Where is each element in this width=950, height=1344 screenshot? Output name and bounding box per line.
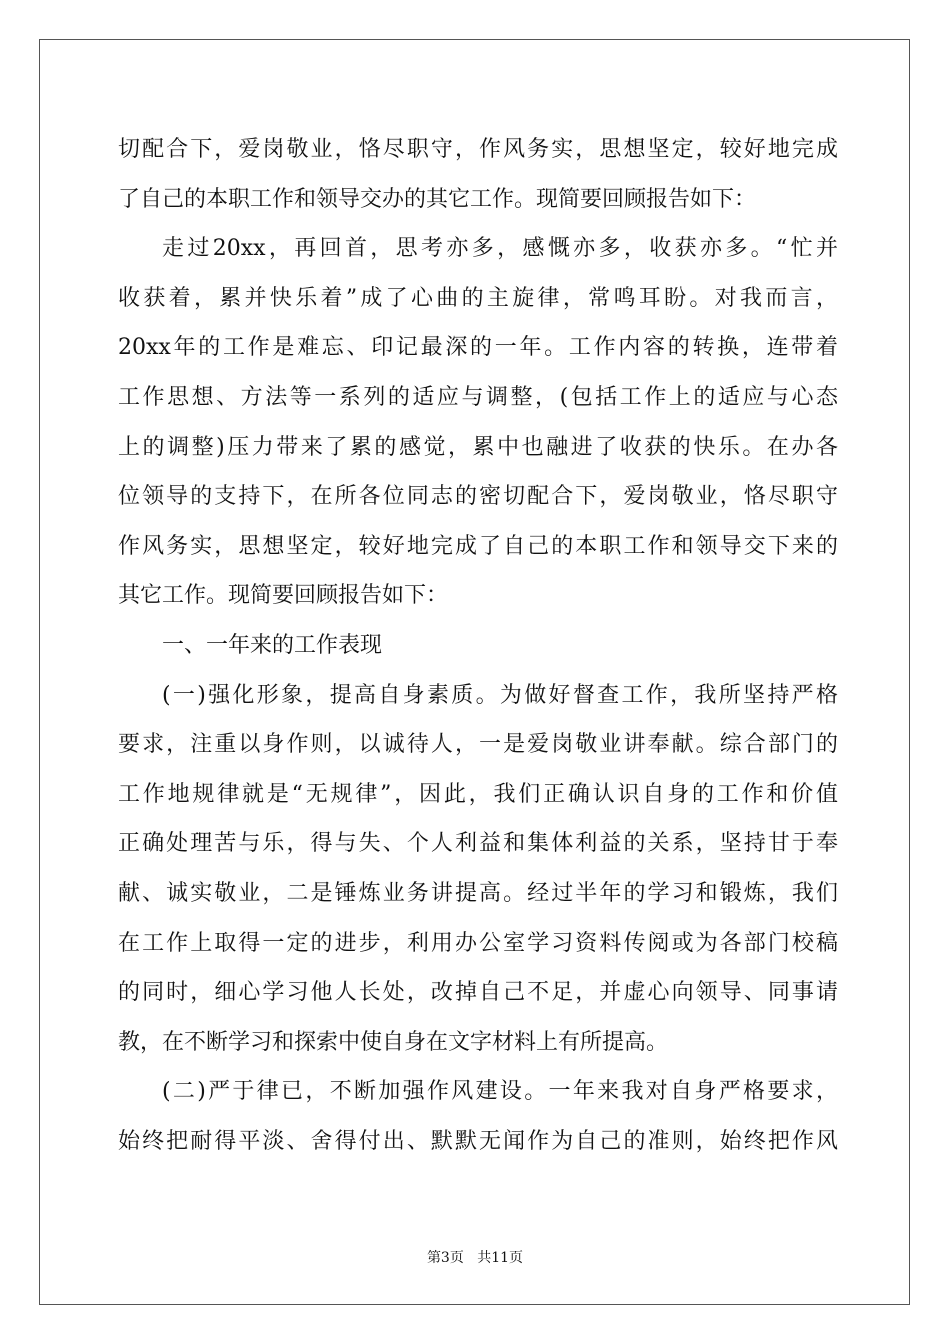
text-line: 正确处理苦与乐，得与失、个人利益和集体利益的关系，坚持甘于奉 — [118, 831, 838, 857]
text-line: (二)严于律已，不断加强作风建设。一年来我对自身严格要求， — [162, 1079, 838, 1105]
text-line: 一、一年来的工作表现 — [162, 632, 383, 658]
text-line: 要求，注重以身作则，以诚待人，一是爱岗敬业讲奉献。综合部门的 — [118, 732, 838, 758]
text-line: 切配合下，爱岗敬业，恪尽职守，作风务实，思想坚定，较好地完成 — [118, 137, 838, 162]
text-line: 的同时，细心学习他人长处，改掉自己不足，并虚心向领导、同事请 — [118, 980, 838, 1006]
page-total: 共11页 — [477, 1250, 524, 1266]
text-line: 位领导的支持下，在所各位同志的密切配合下，爱岗敬业，恪尽职守 — [118, 484, 838, 510]
text-line: 始终把耐得平淡、舍得付出、默默无闻作为自己的准则，始终把作风 — [118, 1128, 838, 1154]
text-line: 工作思想、方法等一系列的适应与调整，(包括工作上的适应与心态 — [118, 384, 838, 410]
text-line: 教，在不断学习和探索中使自身在文字材料上有所提高。 — [118, 1029, 669, 1055]
text-line: 在工作上取得一定的进步，利用办公室学习资料传阅或为各部门校稿 — [118, 930, 838, 956]
text-line: 收获着，累并快乐着”成了心曲的主旋律，常鸣耳盼。对我而言， — [118, 285, 838, 311]
text-line: 上的调整)压力带来了累的感觉，累中也融进了收获的快乐。在办各 — [118, 434, 838, 460]
text-line: 工作地规律就是“无规律”，因此，我们正确认识自身的工作和价值 — [118, 781, 838, 807]
text-line: 20xx年的工作是难忘、印记最深的一年。工作内容的转换，连带着 — [118, 335, 838, 361]
text-line: 作风务实，思想坚定，较好地完成了自己的本职工作和领导交下来的 — [118, 533, 838, 559]
text-line: 献、诚实敬业，二是锤炼业务讲提高。经过半年的学习和锻炼，我们 — [118, 880, 838, 906]
page-number: 第3页 — [426, 1250, 464, 1266]
page-footer — [0, 1247, 950, 1267]
text-line: (一)强化形象，提高自身素质。为做好督查工作，我所坚持严格 — [162, 682, 838, 708]
text-line: 走过20xx，再回首，思考亦多，感慨亦多，收获亦多。“忙并 — [162, 236, 838, 262]
document-body — [118, 125, 838, 1166]
text-line: 其它工作。现简要回顾报告如下： — [118, 583, 449, 609]
text-line: 了自己的本职工作和领导交办的其它工作。现简要回顾报告如下： — [118, 186, 757, 212]
